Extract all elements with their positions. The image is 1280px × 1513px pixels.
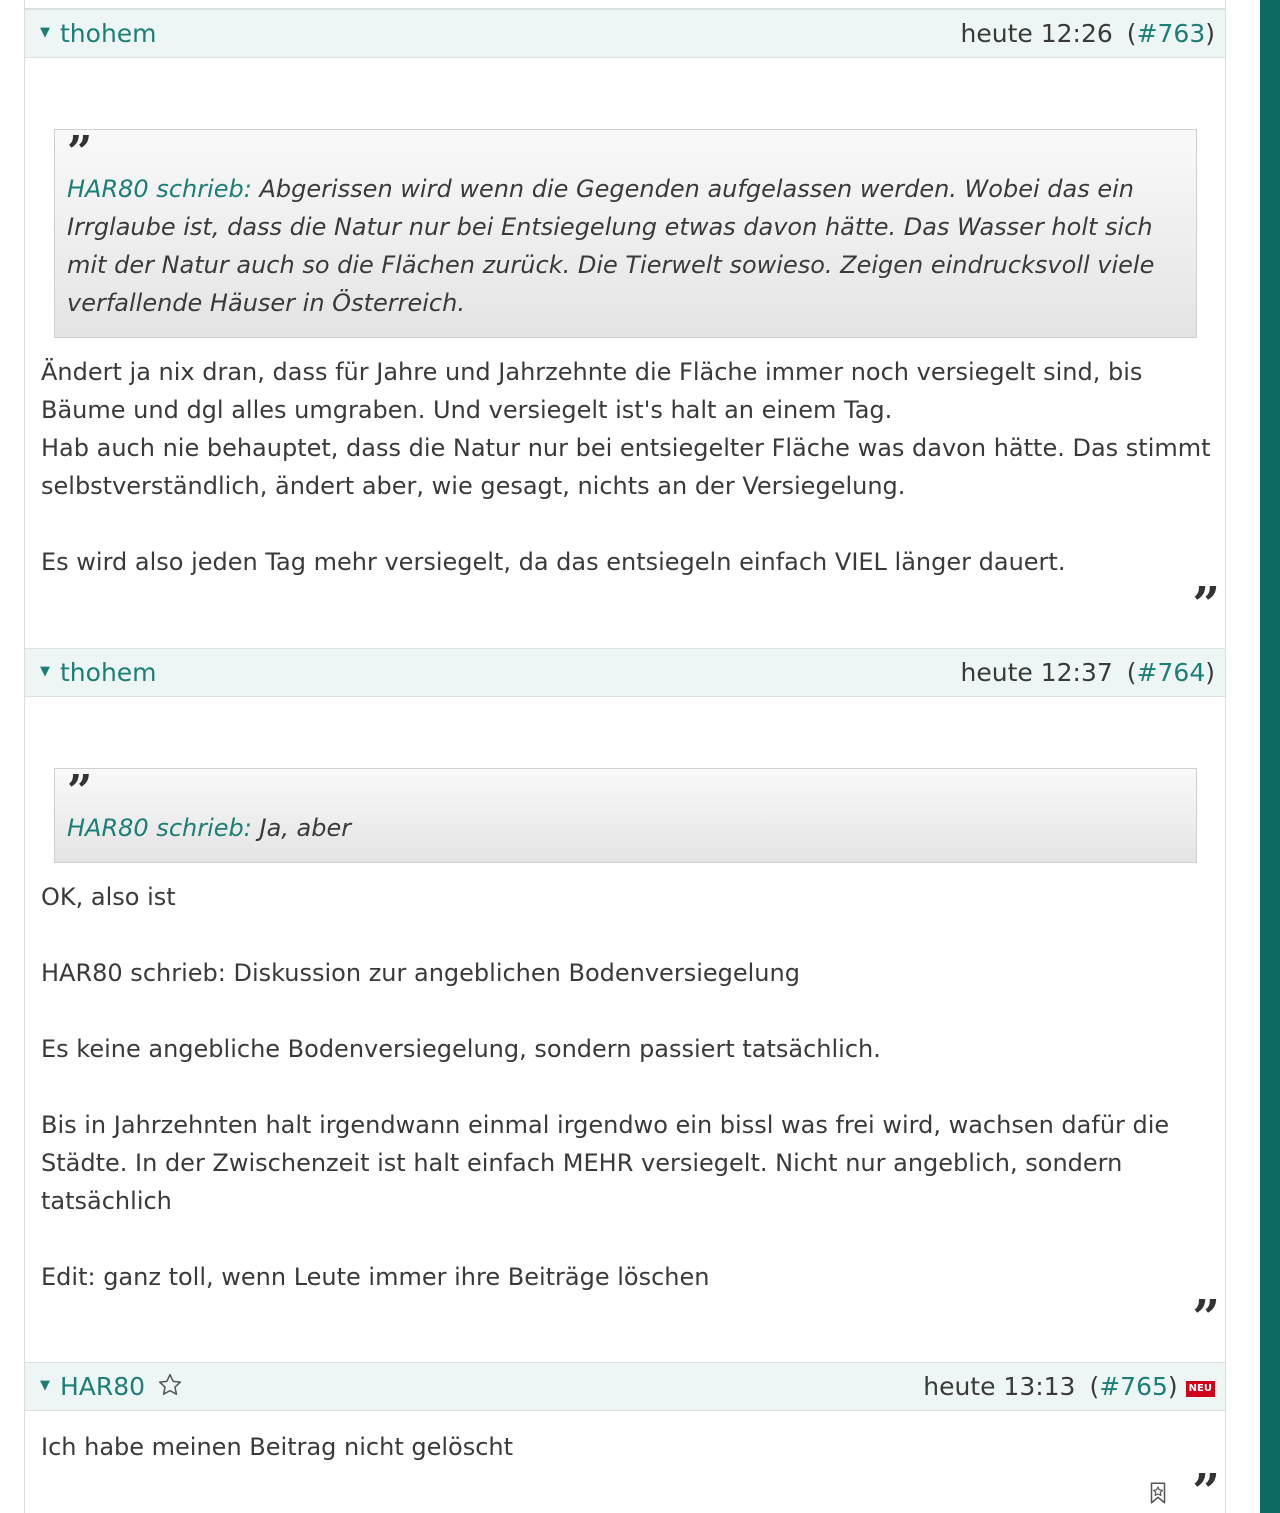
- post-meta: [961, 19, 1215, 48]
- post-paragraph: Hab auch nie behauptet, dass die Natur nur bei entsiegelter Fläche was davon hätte. Das stimmt selbstverständlich, ändert aber, wie gesagt, nichts an der Versiegelung.: [41, 434, 1211, 500]
- post-paragraph: Ändert ja nix dran, dass für Jahre und Jahrzehnte die Fläche immer noch versiegelt sind, bis Bäume und dgl alles umgraben. Und versiegelt ist's halt an einem Tag.: [41, 358, 1143, 424]
- new-badge: NEU: [1186, 1381, 1215, 1397]
- scrollbar[interactable]: [1260, 0, 1280, 1513]
- post-meta: [923, 1372, 1215, 1401]
- post-timestamp: heute 13:13: [923, 1372, 1076, 1401]
- post-765: [25, 1362, 1225, 1513]
- post-body: [41, 1428, 1213, 1466]
- post-body: [41, 353, 1213, 581]
- quote-icon[interactable]: ”: [1192, 577, 1213, 633]
- quote-block: [54, 129, 1197, 338]
- thread-column: [24, 0, 1226, 1513]
- paragraph-gap: [41, 1068, 1213, 1106]
- quote-text: Ja, aber: [259, 814, 352, 842]
- quote-text: Abgerissen wird wenn die Gegenden aufgelassen werden. Wobei das ein Irrglaube ist, dass die Natur nur bei Entsiegelung etwas davon hätte. Das Wasser holt sich mit der Natur auch so die Flächen zurück. Die Tierwelt sowieso. Zeigen eindrucksvoll viele verfallende Häuser in Österreich.: [67, 175, 1155, 317]
- paragraph-gap: [41, 505, 1213, 543]
- post-header: [25, 9, 1225, 58]
- post-meta: [961, 658, 1215, 687]
- paragraph-gap: [41, 1220, 1213, 1258]
- star-outline-icon[interactable]: [157, 1372, 183, 1398]
- caret-down-icon[interactable]: ▼: [40, 25, 50, 40]
- post-timestamp: heute 12:37: [960, 658, 1113, 687]
- post-paragraph: Edit: ganz toll, wenn Leute immer ihre Beiträge löschen: [41, 1263, 710, 1291]
- post-timestamp: heute 12:26: [960, 19, 1113, 48]
- right-gutter: [1226, 0, 1260, 1513]
- post-header: [25, 648, 1225, 697]
- quote-author[interactable]: HAR80 schrieb:: [67, 175, 252, 203]
- divider: [25, 0, 1225, 9]
- bookmark-icon[interactable]: [1145, 1480, 1171, 1506]
- post-body: [41, 878, 1213, 1296]
- post-paragraph: OK, also ist: [41, 883, 176, 911]
- quote-icon: ”: [67, 766, 87, 817]
- caret-down-icon[interactable]: ▼: [40, 664, 50, 679]
- author-toggle[interactable]: [40, 19, 157, 48]
- author-name[interactable]: thohem: [60, 19, 157, 48]
- post-header: [25, 1362, 1225, 1411]
- quote-block: [54, 768, 1197, 863]
- quote-icon[interactable]: ”: [1192, 1464, 1213, 1513]
- quote-icon: ”: [67, 127, 87, 178]
- post-number-link[interactable]: (#765): [1089, 1372, 1178, 1401]
- author-name[interactable]: HAR80: [60, 1372, 146, 1401]
- post-paragraph: Ich habe meinen Beitrag nicht gelöscht: [41, 1433, 514, 1461]
- post-paragraph: Es wird also jeden Tag mehr versiegelt, da das entsiegeln einfach VIEL länger dauert.: [41, 548, 1066, 576]
- paragraph-gap: [41, 992, 1213, 1030]
- author-name[interactable]: thohem: [60, 658, 157, 687]
- post-paragraph: HAR80 schrieb: Diskussion zur angeblichen Bodenversiegelung: [41, 959, 800, 987]
- author-toggle[interactable]: [40, 1372, 183, 1401]
- quote-icon[interactable]: ”: [1192, 1290, 1213, 1346]
- post-764: [25, 648, 1225, 1361]
- post-number-link[interactable]: (#763): [1126, 19, 1215, 48]
- left-gutter: [0, 0, 24, 1513]
- post-paragraph: Bis in Jahrzehnten halt irgendwann einmal irgendwo ein bissl was frei wird, wachsen dafür die Städte. In der Zwischenzeit ist halt einfach MEHR versiegelt. Nicht nur angeblich, sondern tatsächlich: [41, 1111, 1170, 1215]
- paragraph-gap: [41, 916, 1213, 954]
- caret-down-icon[interactable]: ▼: [40, 1378, 50, 1393]
- post-number-link[interactable]: (#764): [1126, 658, 1215, 687]
- post-763: [25, 9, 1225, 647]
- quote-author[interactable]: HAR80 schrieb:: [67, 814, 252, 842]
- author-toggle[interactable]: [40, 658, 157, 687]
- post-paragraph: Es keine angebliche Bodenversiegelung, sondern passiert tatsächlich.: [41, 1035, 881, 1063]
